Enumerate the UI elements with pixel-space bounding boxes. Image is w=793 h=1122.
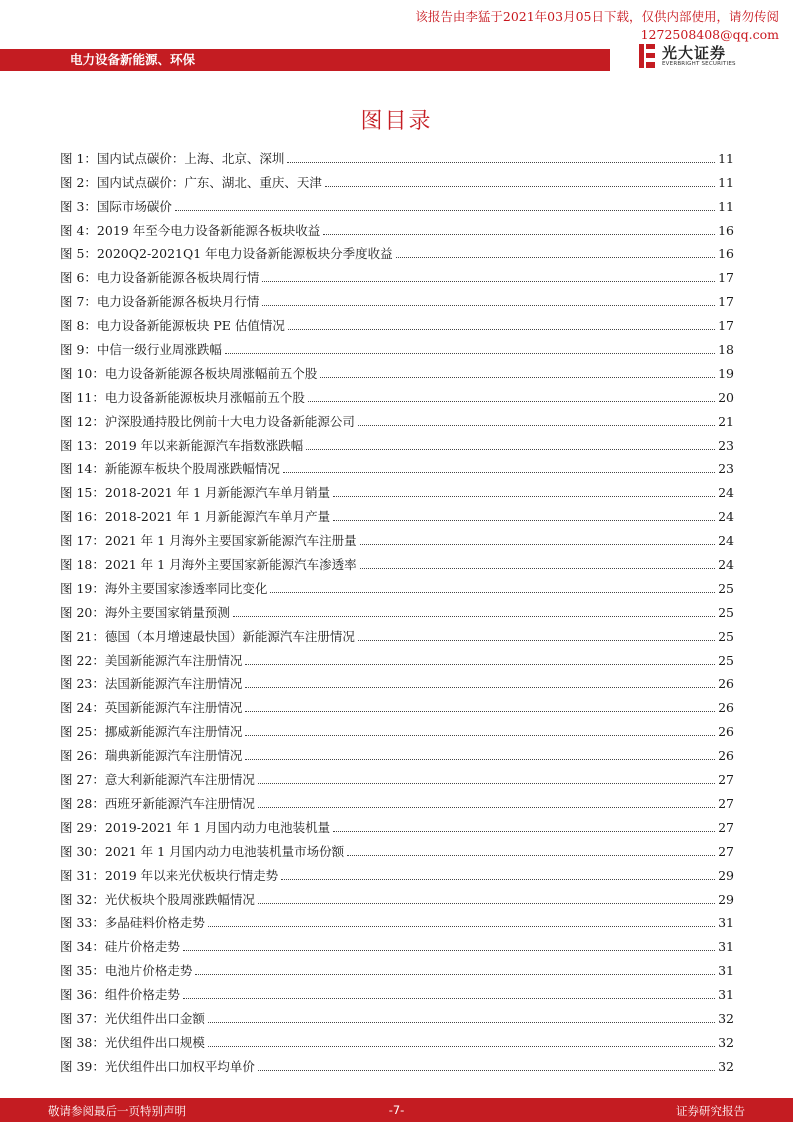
toc-entry-page: 31: [718, 939, 734, 955]
figure-list: [60, 144, 734, 1076]
toc-dot-leader: [283, 472, 715, 473]
toc-entry[interactable]: [60, 717, 734, 741]
toc-entry-page: 17: [718, 318, 734, 334]
watermark-line-1: 该报告由李猛于2021年03月05日下载，仅供内部使用，请勿传阅: [415, 9, 779, 24]
toc-entry-page: 26: [718, 748, 734, 764]
toc-entry-page: 27: [718, 795, 734, 811]
toc-entry[interactable]: [60, 359, 734, 383]
toc-entry-page: 26: [718, 676, 734, 692]
logo-chinese-name: 光大证券: [662, 44, 727, 62]
toc-entry-page: 27: [718, 819, 734, 835]
toc-entry-label: 图 11：电力设备新能源板块月涨幅前五个股: [60, 389, 305, 405]
toc-entry-label: 图 7：电力设备新能源各板块月行情: [60, 294, 260, 310]
toc-entry-page: 31: [718, 963, 734, 979]
toc-entry[interactable]: [60, 478, 734, 502]
toc-entry-page: 27: [718, 843, 734, 859]
toc-dot-leader: [287, 162, 715, 163]
toc-dot-leader: [360, 568, 716, 569]
toc-dot-leader: [245, 759, 715, 760]
toc-entry[interactable]: [60, 646, 734, 670]
toc-dot-leader: [333, 831, 715, 832]
toc-dot-leader: [258, 1070, 715, 1071]
toc-entry-page: 17: [718, 294, 734, 310]
toc-entry[interactable]: [60, 837, 734, 861]
toc-dot-leader: [288, 329, 715, 330]
toc-entry-label: 图 12：沪深股通持股比例前十大电力设备新能源公司: [60, 413, 355, 429]
toc-entry-label: 图 31：2019 年以来光伏板块行情走势: [60, 867, 279, 883]
toc-entry-page: 24: [718, 509, 734, 525]
toc-entry-label: 图 26：瑞典新能源汽车注册情况: [60, 748, 243, 764]
toc-dot-leader: [323, 234, 715, 235]
toc-dot-leader: [306, 449, 715, 450]
toc-dot-leader: [175, 210, 715, 211]
toc-entry-label: 图 14：新能源车板块个股周涨跌幅情况: [60, 461, 280, 477]
toc-entry-page: 11: [718, 150, 734, 166]
toc-entry-label: 图 28：西班牙新能源汽车注册情况: [60, 795, 255, 811]
toc-entry-page: 26: [718, 724, 734, 740]
toc-entry[interactable]: [60, 813, 734, 837]
toc-dot-leader: [396, 257, 715, 258]
toc-entry[interactable]: [60, 1052, 734, 1076]
toc-dot-leader: [208, 1022, 715, 1023]
toc-dot-leader: [245, 735, 715, 736]
toc-entry-label: 图 30：2021 年 1 月国内动力电池装机量市场份额: [60, 843, 345, 859]
toc-entry[interactable]: [60, 192, 734, 216]
toc-entry[interactable]: [60, 407, 734, 431]
page-number: -7-: [388, 1103, 405, 1117]
toc-entry-label: 图 29：2019-2021 年 1 月国内动力电池装机量: [60, 819, 331, 835]
toc-entry-label: 图 35：电池片价格走势: [60, 963, 193, 979]
toc-entry-label: 图 19：海外主要国家渗透率同比变化: [60, 580, 268, 596]
toc-entry[interactable]: [60, 980, 734, 1004]
toc-entry-label: 图 34：硅片价格走势: [60, 939, 180, 955]
toc-dot-leader: [358, 425, 715, 426]
toc-entry-label: 图 21：德国（本月增速最快国）新能源汽车注册情况: [60, 628, 355, 644]
toc-dot-leader: [225, 353, 715, 354]
toc-entry[interactable]: [60, 693, 734, 717]
footer-disclaimer: 敬请参阅最后一页特别声明: [48, 1104, 186, 1118]
toc-entry-label: 图 10：电力设备新能源各板块周涨幅前五个股: [60, 365, 318, 381]
toc-dot-leader: [333, 520, 715, 521]
toc-entry-label: 图 39：光伏组件出口加权平均单价: [60, 1058, 255, 1074]
toc-entry[interactable]: [60, 789, 734, 813]
toc-entry-label: 图 3：国际市场碳价: [60, 198, 172, 214]
toc-entry-label: 图 13：2019 年以来新能源汽车指数涨跌幅: [60, 437, 304, 453]
toc-entry-page: 25: [718, 580, 734, 596]
toc-entry-page: 11: [718, 174, 734, 190]
toc-entry[interactable]: [60, 311, 734, 335]
toc-entry-page: 21: [718, 413, 734, 429]
toc-entry[interactable]: [60, 622, 734, 646]
toc-entry-page: 29: [718, 891, 734, 907]
toc-entry-page: 24: [718, 557, 734, 573]
toc-entry-label: 图 1：国内试点碳价：上海、北京、深圳: [60, 150, 285, 166]
toc-entry-label: 图 32：光伏板块个股周涨跌幅情况: [60, 891, 255, 907]
toc-entry-label: 图 20：海外主要国家销量预测: [60, 604, 230, 620]
footer-report-type: 证券研究报告: [676, 1104, 745, 1118]
toc-entry[interactable]: [60, 216, 734, 240]
toc-entry[interactable]: [60, 287, 734, 311]
toc-dot-leader: [258, 807, 715, 808]
toc-dot-leader: [325, 186, 715, 187]
page-title: 图目录: [360, 109, 433, 134]
toc-entry[interactable]: [60, 956, 734, 980]
toc-entry-label: 图 23：法国新能源汽车注册情况: [60, 676, 243, 692]
toc-entry-page: 32: [718, 1010, 734, 1026]
toc-dot-leader: [347, 855, 715, 856]
toc-dot-leader: [208, 1046, 715, 1047]
toc-entry-page: 29: [718, 867, 734, 883]
toc-dot-leader: [233, 616, 715, 617]
toc-entry-page: 31: [718, 915, 734, 931]
toc-dot-leader: [262, 305, 715, 306]
toc-entry-label: 图 8：电力设备新能源板块 PE 估值情况: [60, 318, 285, 334]
toc-dot-leader: [183, 998, 715, 999]
toc-entry-page: 17: [718, 270, 734, 286]
toc-entry-page: 24: [718, 485, 734, 501]
toc-entry-page: 19: [718, 365, 734, 381]
toc-entry[interactable]: [60, 335, 734, 359]
toc-entry[interactable]: [60, 383, 734, 407]
toc-entry[interactable]: [60, 574, 734, 598]
toc-entry[interactable]: [60, 263, 734, 287]
footer-band: [0, 1098, 793, 1122]
toc-entry-page: 25: [718, 652, 734, 668]
toc-dot-leader: [360, 544, 716, 545]
toc-entry-page: 32: [718, 1034, 734, 1050]
toc-entry-label: 图 36：组件价格走势: [60, 987, 180, 1003]
toc-entry[interactable]: [60, 550, 734, 574]
toc-entry[interactable]: [60, 431, 734, 455]
toc-entry-label: 图 2：国内试点碳价：广东、湖北、重庆、天津: [60, 174, 322, 190]
toc-entry-page: 16: [718, 222, 734, 238]
toc-entry-label: 图 9：中信一级行业周涨跌幅: [60, 342, 222, 358]
toc-entry-label: 图 6：电力设备新能源各板块周行情: [60, 270, 260, 286]
toc-dot-leader: [270, 592, 715, 593]
toc-dot-leader: [183, 950, 715, 951]
toc-entry-page: 26: [718, 700, 734, 716]
toc-dot-leader: [258, 783, 715, 784]
toc-entry-page: 11: [718, 198, 734, 214]
toc-entry-label: 图 18：2021 年 1 月海外主要国家新能源汽车渗透率: [60, 557, 357, 573]
everbright-logo: [636, 42, 746, 72]
download-watermark: [359, 8, 779, 44]
toc-entry-label: 图 27：意大利新能源汽车注册情况: [60, 772, 255, 788]
toc-entry-label: 图 15：2018-2021 年 1 月新能源汽车单月销量: [60, 485, 331, 501]
everbright-logo-icon: [636, 42, 658, 70]
header-band: [0, 49, 610, 71]
toc-entry[interactable]: [60, 1004, 734, 1028]
toc-entry[interactable]: [60, 598, 734, 622]
toc-entry-page: 31: [718, 987, 734, 1003]
toc-entry[interactable]: [60, 526, 734, 550]
toc-entry[interactable]: [60, 240, 734, 264]
toc-entry-label: 图 5：2020Q2-2021Q1 年电力设备新能源板块分季度收益: [60, 246, 393, 262]
toc-entry-page: 18: [718, 342, 734, 358]
toc-entry-page: 23: [718, 461, 734, 477]
toc-entry-label: 图 16：2018-2021 年 1 月新能源汽车单月产量: [60, 509, 331, 525]
toc-entry-page: 20: [718, 389, 734, 405]
toc-entry-page: 16: [718, 246, 734, 262]
toc-entry[interactable]: [60, 932, 734, 956]
toc-entry[interactable]: [60, 909, 734, 933]
toc-entry-page: 24: [718, 533, 734, 549]
toc-entry-label: 图 24：英国新能源汽车注册情况: [60, 700, 243, 716]
toc-entry[interactable]: [60, 765, 734, 789]
toc-entry-page: 23: [718, 437, 734, 453]
toc-entry-label: 图 38：光伏组件出口规模: [60, 1034, 205, 1050]
toc-entry-page: 25: [718, 604, 734, 620]
toc-entry[interactable]: [60, 885, 734, 909]
toc-entry[interactable]: [60, 741, 734, 765]
toc-entry-label: 图 22：美国新能源汽车注册情况: [60, 652, 243, 668]
toc-dot-leader: [195, 974, 715, 975]
toc-entry[interactable]: [60, 168, 734, 192]
toc-entry-page: 27: [718, 772, 734, 788]
toc-entry-label: 图 4：2019 年至今电力设备新能源各板块收益: [60, 222, 321, 238]
toc-entry-page: 25: [718, 628, 734, 644]
toc-dot-leader: [308, 401, 715, 402]
toc-dot-leader: [245, 711, 715, 712]
toc-dot-leader: [258, 903, 715, 904]
toc-entry-page: 32: [718, 1058, 734, 1074]
toc-dot-leader: [245, 687, 715, 688]
toc-entry[interactable]: [60, 455, 734, 479]
toc-entry-label: 图 37：光伏组件出口金额: [60, 1010, 205, 1026]
toc-dot-leader: [208, 926, 715, 927]
toc-dot-leader: [358, 640, 715, 641]
toc-dot-leader: [245, 664, 715, 665]
toc-entry[interactable]: [60, 144, 734, 168]
toc-entry[interactable]: [60, 1028, 734, 1052]
toc-entry-label: 图 25：挪威新能源汽车注册情况: [60, 724, 243, 740]
toc-entry-label: 图 33：多晶硅料价格走势: [60, 915, 205, 931]
toc-dot-leader: [262, 281, 715, 282]
toc-entry[interactable]: [60, 502, 734, 526]
toc-dot-leader: [333, 496, 715, 497]
toc-entry[interactable]: [60, 670, 734, 694]
watermark-line-2: 1272508408@qq.com: [640, 27, 779, 42]
toc-dot-leader: [320, 377, 715, 378]
logo-english-name: EVERBRIGHT SECURITIES: [662, 61, 736, 67]
toc-dot-leader: [281, 879, 715, 880]
toc-entry-label: 图 17：2021 年 1 月海外主要国家新能源汽车注册量: [60, 533, 357, 549]
header-section-label: 电力设备新能源、环保: [70, 52, 196, 67]
toc-entry[interactable]: [60, 861, 734, 885]
